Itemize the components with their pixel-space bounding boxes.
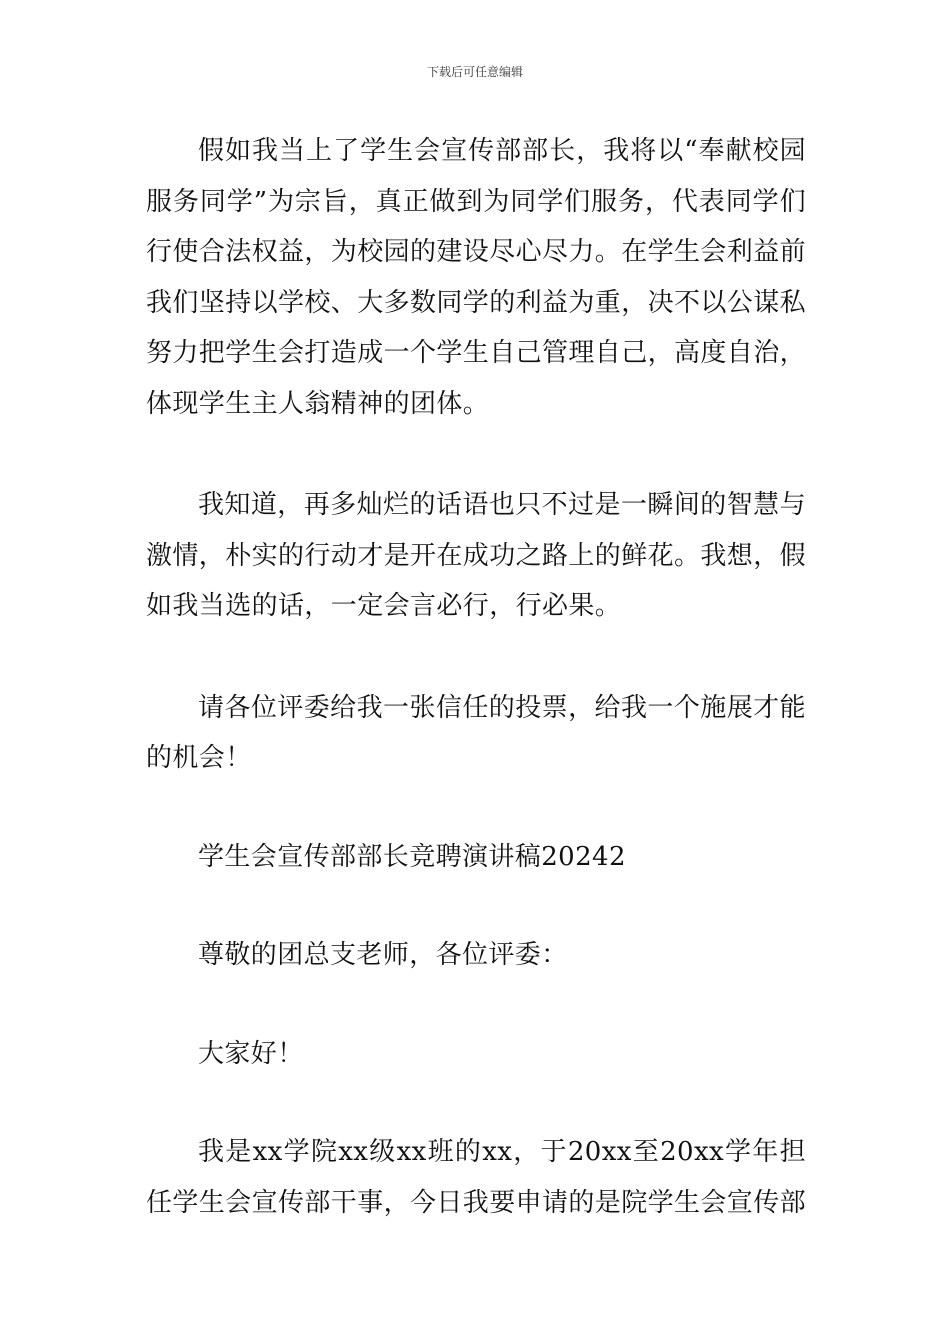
paragraph-goals: 假如我当上了学生会宣传部部长，我将以“奉献校园服务同学”为宗旨，真正做到为同学们服务，代表同学们行使合法权益，为校园的建设尽心尽力。在学生会利益前我们坚持以学校、大多数同学的利益为重，决不以公谋私努力把学生会打造成一个学生自己管理自己，高度自治，体现学生主人翁精神的团体。 [146,136,807,419]
paragraph-spacer [146,429,806,480]
paragraph-spacer [146,882,806,930]
paragraph-spacer [146,1079,806,1127]
document-body [146,126,806,1228]
page-header: 下载后可任意编辑 [426,65,523,79]
paragraph-commitment: 我知道，再多灿烂的话语也只不过是一瞬间的智慧与激情，朴实的行动才是开在成功之路上的鲜花。我想，假如我当选的话，一定会言必行，行必果。 [146,490,807,621]
paragraph-introduction: 我是xx学院xx级xx班的xx，于20xx至20xx学年担任学生会宣传部干事，今日我要申请的是院学生会宣传部 [146,1137,807,1218]
salutation: 尊敬的团总支老师，各位评委： [198,940,568,970]
greeting: 大家好！ [198,1038,304,1069]
paragraph-vote-request: 请各位评委给我一张信任的投票，给我一个施展才能的机会！ [146,692,806,773]
paragraph-spacer [146,632,806,683]
section-title: 学生会宣传部部长竞聘演讲稿20242 [198,841,626,872]
paragraph-spacer [146,981,806,1029]
paragraph-spacer [146,784,806,832]
